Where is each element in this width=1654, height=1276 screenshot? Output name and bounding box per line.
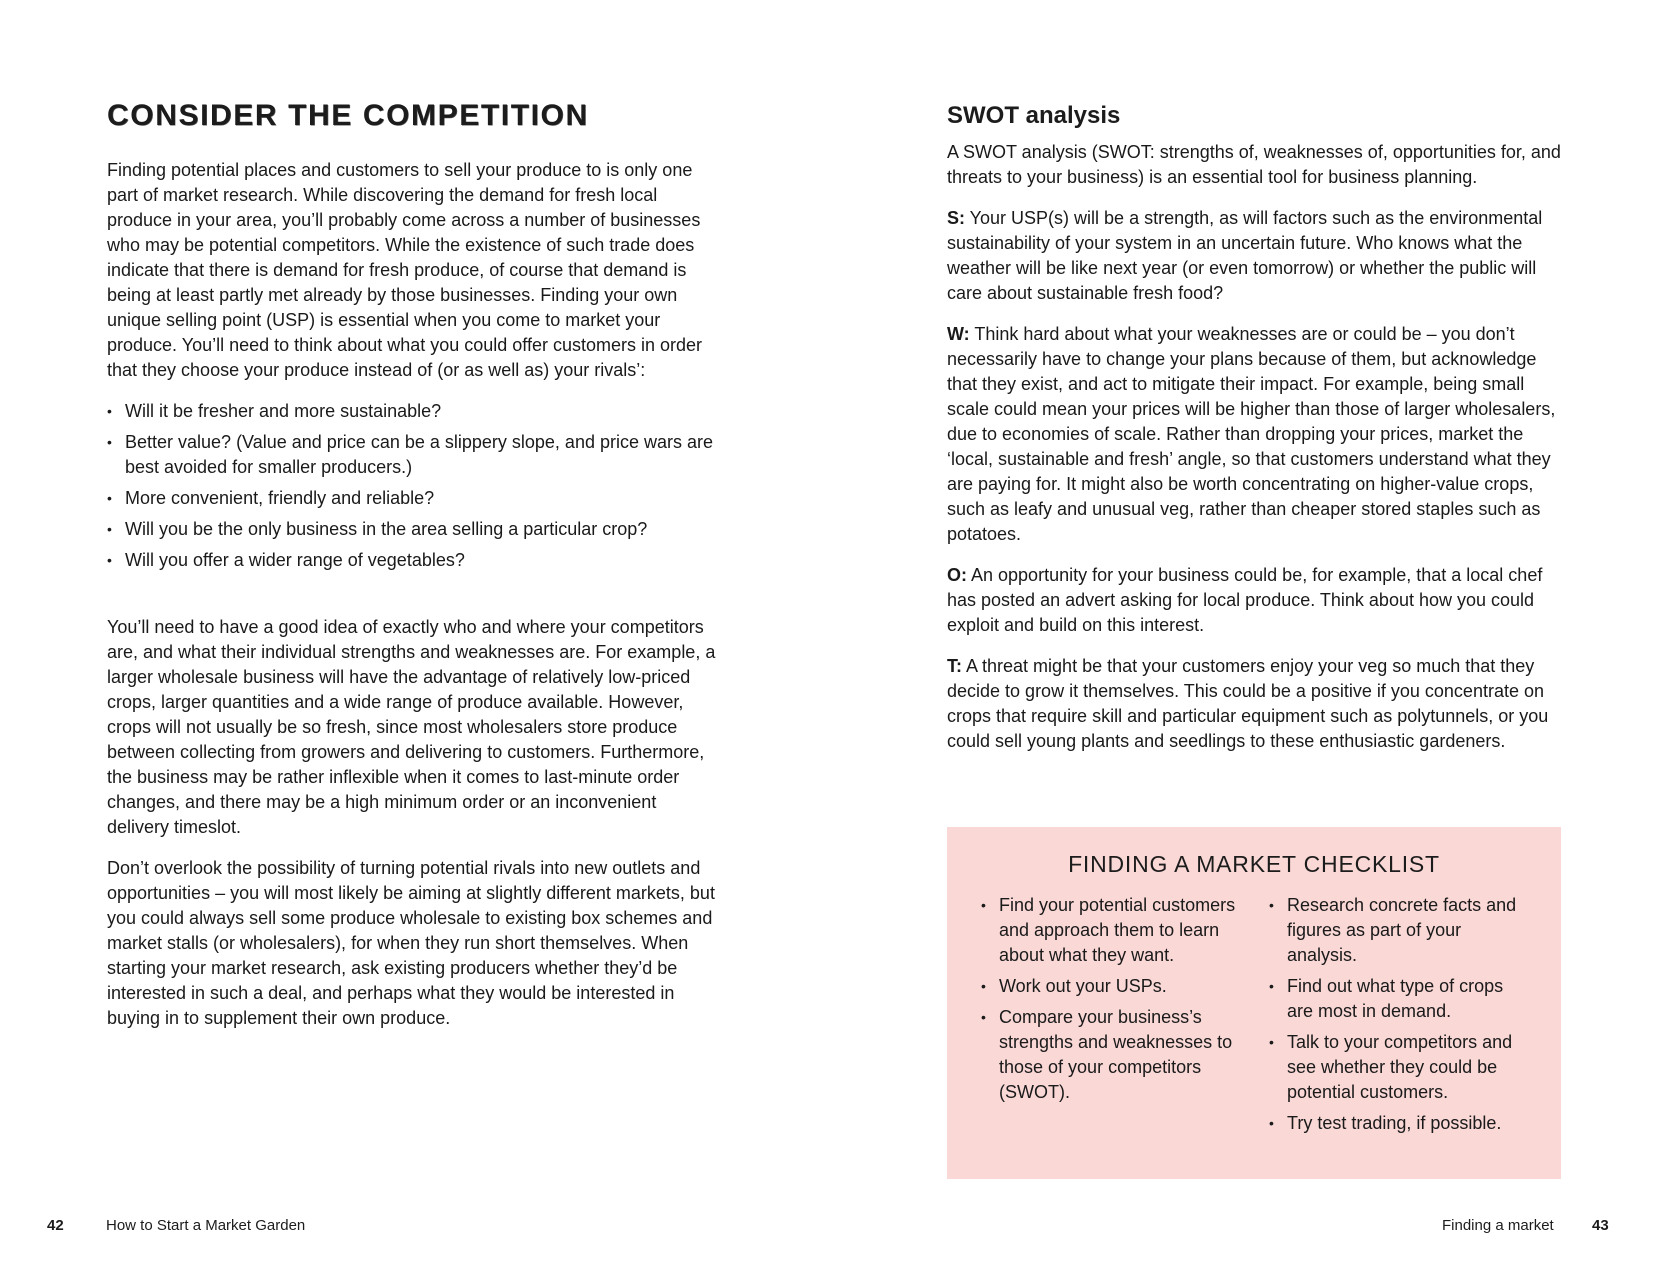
list-item: • Will you be the only business in the area selling a particular crop? [107,517,722,542]
checklist-box [947,827,1561,1179]
swot-key: S: [947,208,965,228]
running-title-right: Finding a market [1442,1217,1554,1234]
page-number-left [47,1216,64,1236]
swot-text: A threat might be that your customers enjoy your veg so much that they decide to grow it themselves. This could be a positive if you concentrate on crops that require skill and particular equipment such as polytunnels, or you could sell young plants and seedlings to these enthusiastic gardeners. [947,656,1549,751]
page-number: 42 [47,1217,64,1234]
swot-heading: SWOT analysis [947,102,1121,129]
checklist-item: • Find your potential customers and approach them to learn about what they want. [979,893,1241,968]
checklist-column-2 [1267,893,1529,1142]
checklist-list [979,893,1241,1105]
checklist-item: • Research concrete facts and figures as part of your analysis. [1267,893,1529,968]
paragraph-rivals: Don’t overlook the possibility of turning potential rivals into new outlets and opportunities – you will most likely be aiming at slightly different markets, but you could always sell some produce wholesale to existing box schemes and market stalls (or wholesalers), for when they run short themselves. When starting your market research, ask existing producers whether they’d be interested in such a deal, and perhaps what they would be interested in buying in to supplement their own produce. [107,858,715,1028]
checklist-item: • Work out your USPs. [979,974,1241,999]
paragraph-competitors: You’ll need to have a good idea of exactly who and where your competitors are, and what their individual strengths and weaknesses are. For example, a larger wholesale business will have the advantage of relatively low-priced crops, larger quantities and a wide range of produce available. However, crops will not usually be so fresh, since most wholesalers store produce between collecting from growers and delivering to customers. Furthermore, the business may be rather inflexible when it comes to last-minute order changes, and there may be a high minimum order or an inconvenient delivery timeslot. [107,617,716,837]
running-title-left: How to Start a Market Garden [106,1217,306,1234]
swot-weaknesses [947,322,1561,547]
right-page [827,0,1654,1276]
list-item: • Will it be fresher and more sustainable? [107,399,722,424]
checklist-item: • Find out what type of crops are most in demand. [1267,974,1529,1024]
left-column [107,96,722,1047]
checklist-item: • Talk to your competitors and see whether they could be potential customers. [1267,1030,1529,1105]
swot-strengths [947,206,1561,306]
swot-text: An opportunity for your business could be, for example, that a local chef has posted an advert asking for local produce. Think about how you could exploit and build on this interest. [947,565,1543,635]
swot-text: Your USP(s) will be a strength, as will factors such as the environmental sustainability of your system in an uncertain future. Who knows what the weather will be like next year (or even tomorrow) or whether the public will care about sustainable fresh food? [947,208,1543,303]
swot-text: Think hard about what your weaknesses are or could be – you don’t necessarily have to change your plans because of them, but acknowledge that they exist, and act to mitigate their impact. For example, being small scale could mean your prices will be higher than those of larger wholesalers, due to economies of scale. Rather than dropping your prices, market the ‘local, sustainable and fresh’ angle, so that customers understand what they are paying for. It might also be worth concentrating on higher-value crops, such as leafy and unusual veg, rather than cheaper stored staples such as potatoes. [947,324,1556,544]
checklist-item: • Compare your business’s strengths and weaknesses to those of your competitors (SWOT). [979,1005,1241,1105]
list-item: • Will you offer a wider range of vegetables? [107,548,722,573]
checklist-columns [979,893,1529,1142]
list-item: • Better value? (Value and price can be a slippery slope, and price wars are best avoided for smaller producers.) [107,430,722,480]
swot-key: O: [947,565,967,585]
swot-intro: A SWOT analysis (SWOT: strengths of, weaknesses of, opportunities for, and threats to your business) is an essential tool for business planning. [947,142,1561,187]
checklist-item: • Try test trading, if possible. [1267,1111,1529,1136]
checklist-list [1267,893,1529,1136]
usp-question-list [107,399,722,573]
paragraph-intro: Finding potential places and customers to sell your produce to is only one part of market research. While discovering the demand for fresh local produce in your area, you’ll probably come across a number of businesses who may be potential competitors. While the existence of such trade does indicate that there is demand for fresh produce, of course that demand is being at least partly met already by those businesses. Finding your own unique selling point (USP) is essential when you come to market your produce. You’ll need to think about what you could offer customers in order that they choose your produce instead of (or as well as) your rivals’: [107,160,703,380]
page-number: 43 [1592,1217,1609,1234]
checklist-title: FINDING A MARKET CHECKLIST [1068,851,1440,877]
swot-opportunities [947,563,1561,638]
list-item: • More convenient, friendly and reliable? [107,486,722,511]
page-number-right [1592,1216,1609,1236]
swot-threats [947,654,1561,754]
right-column [947,100,1561,770]
swot-key: W: [947,324,970,344]
swot-key: T: [947,656,962,676]
section-heading: CONSIDER THE COMPETITION [107,99,589,132]
checklist-column-1 [979,893,1241,1142]
